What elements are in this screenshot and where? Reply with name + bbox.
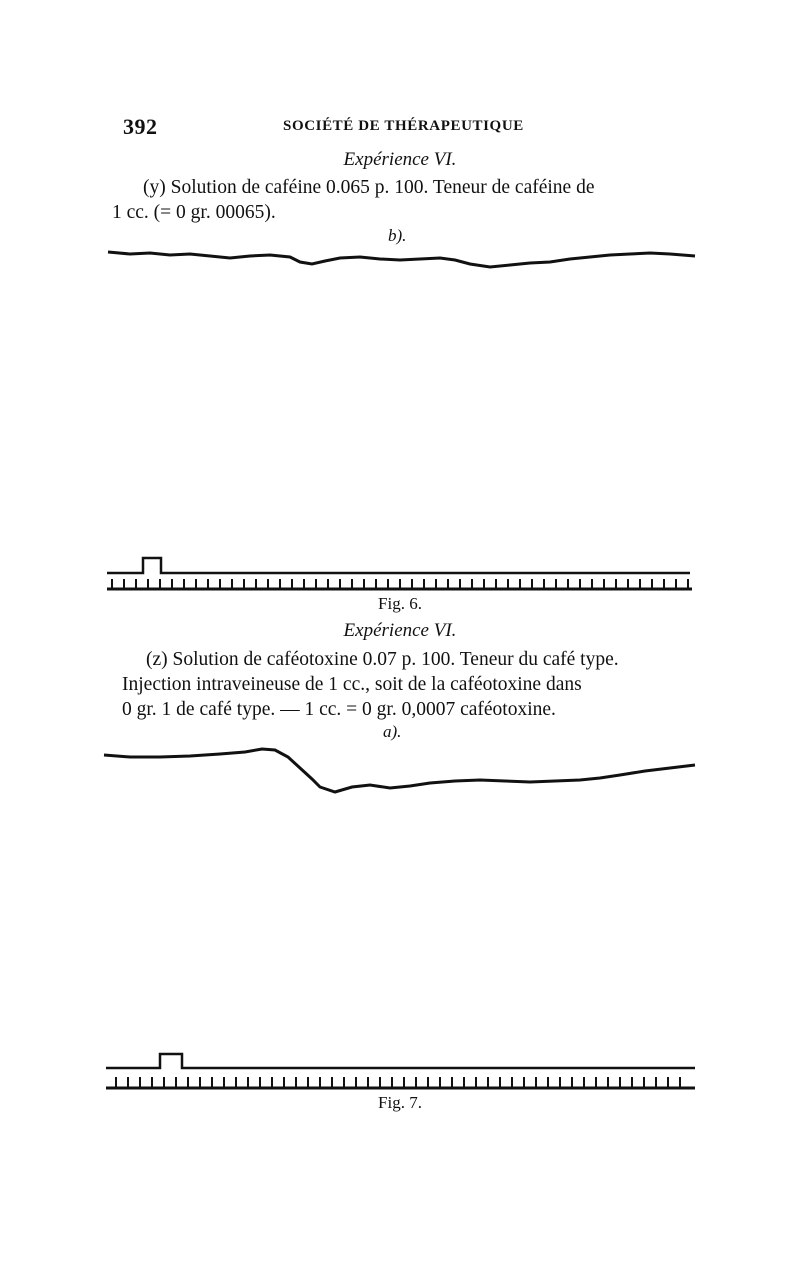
figure-7-time-ticks: [116, 1077, 680, 1088]
paragraph-1-line-2: 1 cc. (= 0 gr. 00065).: [112, 202, 276, 223]
paragraph-1-line-1: (y) Solution de caféine 0.065 p. 100. Teneur de caféine de: [143, 177, 595, 198]
figure-7-signal-marker: [0, 1045, 800, 1095]
page-number: 392: [123, 114, 158, 139]
figure-7-upper-trace: [0, 735, 800, 805]
experiment-heading-2: Expérience VI.: [343, 620, 457, 641]
paragraph-2-line-2: Injection intraveineuse de 1 cc., soit de la caféotoxine dans: [122, 674, 582, 695]
figure-6-caption: Fig. 6.: [378, 594, 422, 613]
figure-6-signal-marker: [0, 550, 800, 600]
paragraph-2-line-3: 0 gr. 1 de café type. — 1 cc. = 0 gr. 0,0007 caféotoxine.: [122, 699, 556, 720]
experiment-heading-1: Expérience VI.: [343, 149, 457, 170]
trace-label-a: a).: [383, 722, 402, 741]
figure-7-caption: Fig. 7.: [378, 1093, 422, 1112]
running-head: SOCIÉTÉ DE THÉRAPEUTIQUE: [283, 118, 524, 134]
trace-label-b: b).: [388, 226, 407, 245]
figure-6-upper-trace: [0, 230, 800, 290]
paragraph-2-line-1: (z) Solution de caféotoxine 0.07 p. 100. Teneur du café type.: [146, 649, 619, 670]
